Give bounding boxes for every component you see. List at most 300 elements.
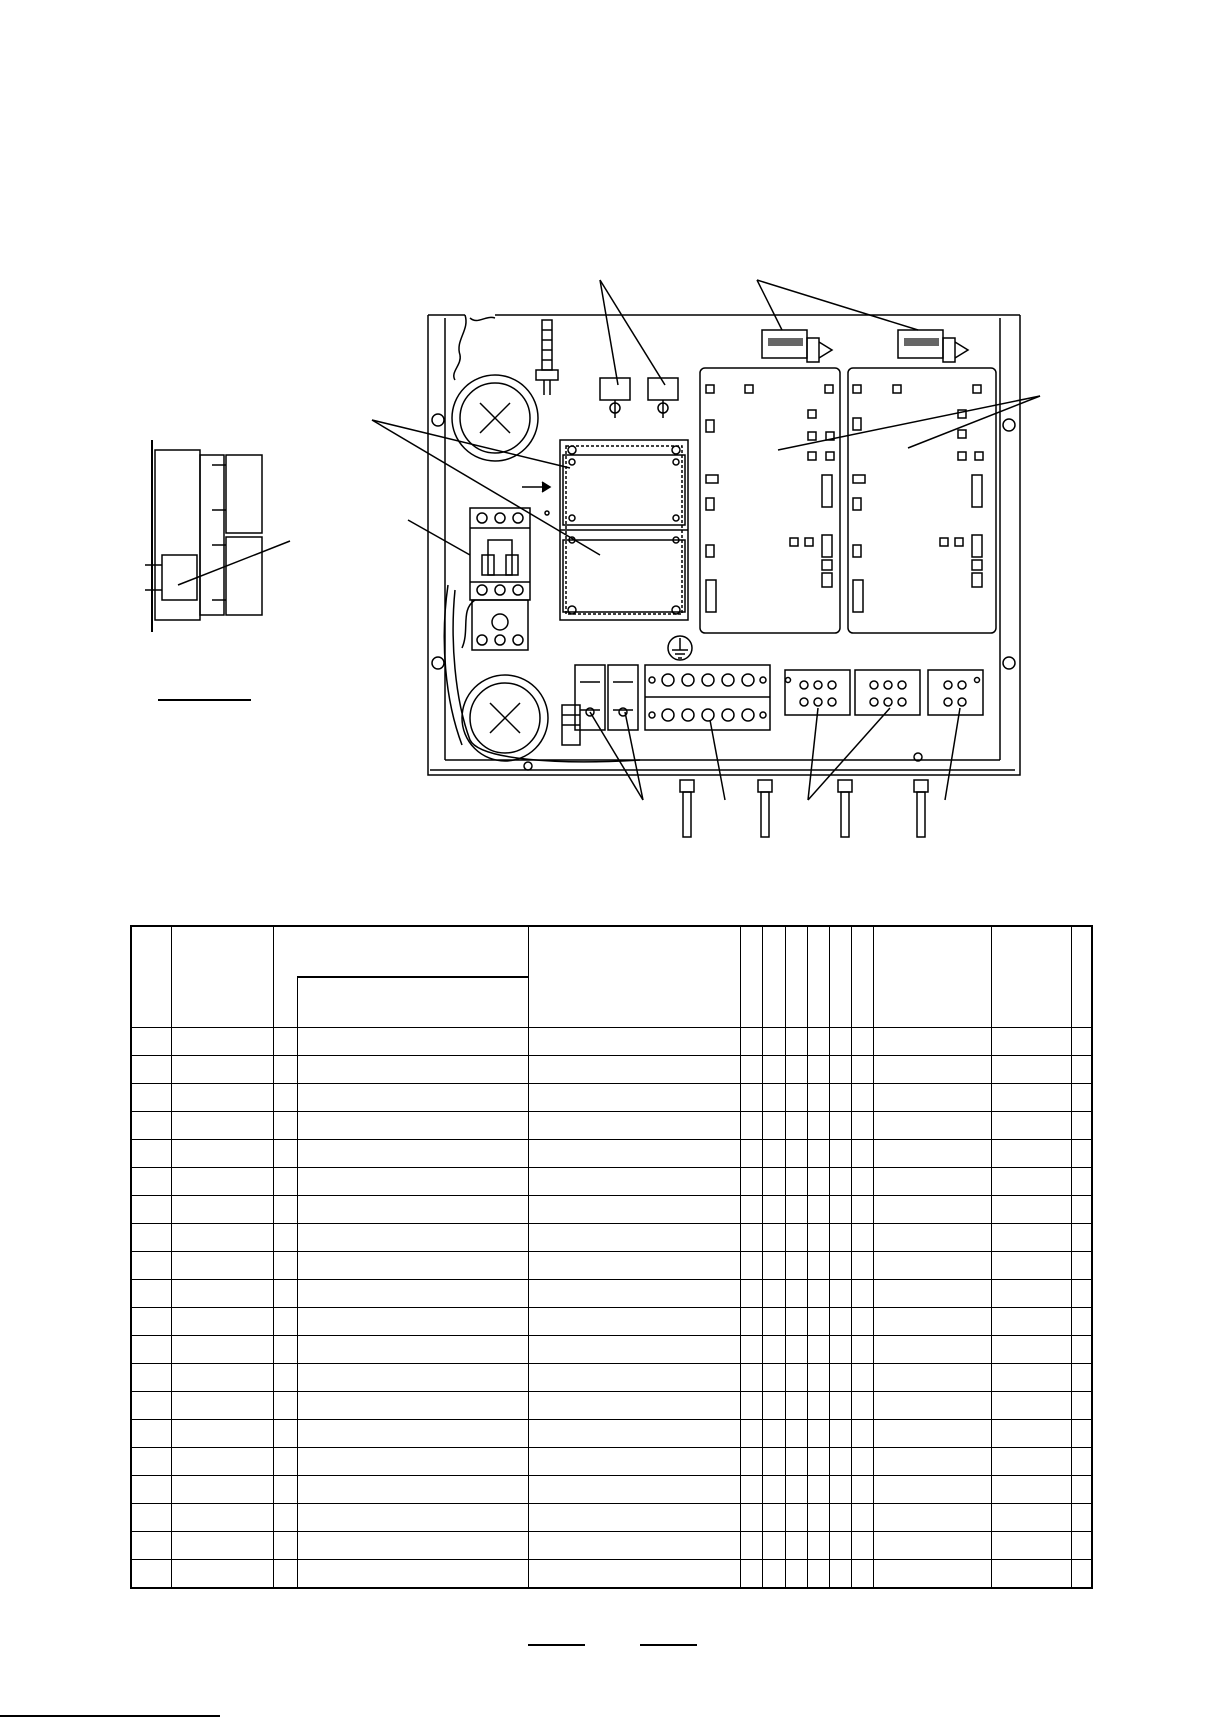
table-cell [273,1308,297,1336]
table-cell [528,1140,741,1168]
table-cell [829,1028,851,1056]
table-cell [1072,1420,1092,1448]
table-cell [741,1308,763,1336]
table-cell [851,1112,873,1140]
table-cell [1072,1252,1092,1280]
table-cell [131,1196,171,1224]
table-cell [807,1504,829,1532]
table-cell [1072,1224,1092,1252]
table-cell [131,1308,171,1336]
table-cell [171,1084,273,1112]
table-cell [741,1560,763,1589]
table-cell [273,1560,297,1589]
table-cell [273,1084,297,1112]
table-cell [851,1168,873,1196]
table-cell [273,1280,297,1308]
table-cell [851,1252,873,1280]
table-cell [528,1560,741,1589]
table-row [131,1168,1092,1196]
table-cell [851,1280,873,1308]
table-cell [131,1168,171,1196]
table-cell [171,1532,273,1560]
parts-list-table [130,925,1093,1589]
power-terminal-block [645,665,770,730]
table-cell [992,1280,1072,1308]
table-cell [829,1224,851,1252]
cable-tie-strip [536,320,558,395]
table-cell [1072,1028,1092,1056]
table-cell [131,1112,171,1140]
table-cell [873,1056,991,1084]
table-cell [1072,1476,1092,1504]
table-row [131,1532,1092,1560]
table-cell [807,1532,829,1560]
table-cell [171,1280,273,1308]
table-cell [171,1224,273,1252]
table-cell [528,1280,741,1308]
table-cell [992,1056,1072,1084]
table-cell [785,1364,807,1392]
table-cell [1072,1084,1092,1112]
wire-harness [453,590,640,762]
table-cell [273,1364,297,1392]
table-cell [131,1420,171,1448]
table-cell [785,1280,807,1308]
table-cell [785,1392,807,1420]
table-cell [873,1112,991,1140]
table-cell [873,1504,991,1532]
table-cell [273,1168,297,1196]
table-cell [763,1560,785,1589]
table-cell [785,1168,807,1196]
table-cell [851,1308,873,1336]
table-cell [851,1196,873,1224]
table-cell [807,1084,829,1112]
table-cell [992,1448,1072,1476]
table-cell [785,1112,807,1140]
table-cell [992,1364,1072,1392]
table-cell [807,1336,829,1364]
table-cell [873,1448,991,1476]
table-cell [785,1084,807,1112]
pcb-board-2 [848,368,996,633]
table-cell [785,1308,807,1336]
table-cell [298,1112,529,1140]
table-cell [873,1280,991,1308]
table-cell [763,1168,785,1196]
table-cell [528,1420,741,1448]
table-cell [763,1476,785,1504]
table-cell [785,1196,807,1224]
table-row [131,1196,1092,1224]
knockout-bottom [462,675,548,761]
table-header-row [131,926,1092,977]
table-row [131,1476,1092,1504]
table-cell [807,1140,829,1168]
table-cell [851,1224,873,1252]
table-row [131,1224,1092,1252]
table-cell [528,1028,741,1056]
table-row [131,1252,1092,1280]
table-cell [273,1504,297,1532]
table-cell [873,1336,991,1364]
table-cell [829,1252,851,1280]
table-cell [528,1056,741,1084]
table-cell [131,1560,171,1589]
table-cell [741,1224,763,1252]
table-cell [171,1392,273,1420]
table-cell [807,1168,829,1196]
table-cell [807,1560,829,1589]
table-cell [829,1448,851,1476]
table-cell [763,1028,785,1056]
table-cell [741,1280,763,1308]
table-cell [992,1308,1072,1336]
table-cell [528,1168,741,1196]
table-cell [131,1392,171,1420]
table-cell [873,1476,991,1504]
table-cell [829,1392,851,1420]
table-cell [298,1168,529,1196]
table-cell [763,1448,785,1476]
table-cell [992,1224,1072,1252]
table-cell [131,1532,171,1560]
table-cell [807,1028,829,1056]
table-cell [763,1112,785,1140]
table-cell [528,1504,741,1532]
table-cell [992,1420,1072,1448]
table-cell [171,1476,273,1504]
table-cell [785,1224,807,1252]
table-cell [131,1364,171,1392]
table-cell [807,1420,829,1448]
table-row [131,1140,1092,1168]
table-cell [298,1252,529,1280]
table-cell [851,1448,873,1476]
table-row [131,1084,1092,1112]
table-cell [829,1056,851,1084]
table-cell [992,1476,1072,1504]
table-cell [528,1392,741,1420]
table-cell [1072,1364,1092,1392]
table-cell [741,1056,763,1084]
table-cell [807,1056,829,1084]
table-cell [741,1168,763,1196]
table-cell [992,1112,1072,1140]
table-cell [785,1448,807,1476]
table-cell [1072,1056,1092,1084]
table-cell [873,1252,991,1280]
table-cell [741,1336,763,1364]
table-cell [528,1476,741,1504]
table-cell [298,1084,529,1112]
table-cell [829,1308,851,1336]
table-cell [528,1364,741,1392]
table-row [131,1392,1092,1420]
table-cell [873,1028,991,1056]
table-cell [785,1532,807,1560]
table-cell [1072,1308,1092,1336]
table-cell [273,1028,297,1056]
table-cell [807,1448,829,1476]
table-cell [763,1224,785,1252]
table-cell [763,1392,785,1420]
table-cell [829,1504,851,1532]
table-cell [829,1280,851,1308]
table-cell [785,1028,807,1056]
table-cell [763,1364,785,1392]
table-cell [763,1336,785,1364]
table-cell [273,1336,297,1364]
table-row [131,1056,1092,1084]
control-terminal-blocks [785,670,983,715]
table-cell [992,1560,1072,1589]
table-row [131,1308,1092,1336]
table-cell [528,1308,741,1336]
table-cell [829,1084,851,1112]
table-cell [298,1364,529,1392]
fuse-holders [562,665,638,745]
table-cell [829,1420,851,1448]
table-cell [807,1476,829,1504]
table-cell [873,1140,991,1168]
transformer-block [522,440,688,620]
table-cell [131,1028,171,1056]
table-cell [273,1532,297,1560]
table-cell [741,1112,763,1140]
table-cell [741,1364,763,1392]
table-cell [273,1140,297,1168]
table-cell [763,1420,785,1448]
table-cell [785,1056,807,1084]
table-cell [528,1196,741,1224]
table-cell [298,1392,529,1420]
table-cell [171,1056,273,1084]
table-cell [763,1196,785,1224]
table-cell [807,1364,829,1392]
table-cell [131,1336,171,1364]
table-cell [131,1448,171,1476]
table-cell [741,1252,763,1280]
screw-icon [524,762,532,770]
table-cell [1072,1336,1092,1364]
table-cell [1072,1392,1092,1420]
table-cell [851,1532,873,1560]
table-cell [851,1504,873,1532]
table-cell [785,1140,807,1168]
table-cell [131,1280,171,1308]
table-cell [298,1056,529,1084]
table-cell [171,1112,273,1140]
table-cell [171,1140,273,1168]
table-cell [298,1028,529,1056]
table-cell [851,1392,873,1420]
table-row [131,1112,1092,1140]
cable-grommets [762,330,968,362]
table-cell [171,1364,273,1392]
table-cell [873,1420,991,1448]
table-cell [785,1476,807,1504]
table-cell [829,1168,851,1196]
table-cell [171,1504,273,1532]
table-cell [741,1196,763,1224]
table-cell [763,1252,785,1280]
side-detail-view [145,440,290,632]
table-cell [528,1224,741,1252]
table-cell [785,1252,807,1280]
table-cell [829,1112,851,1140]
table-cell [528,1112,741,1140]
table-cell [171,1252,273,1280]
table-row [131,1336,1092,1364]
table-cell [741,1028,763,1056]
table-cell [807,1196,829,1224]
table-cell [992,1252,1072,1280]
table-cell [807,1392,829,1420]
table-cell [131,1056,171,1084]
table-cell [273,1448,297,1476]
table-row [131,1560,1092,1589]
table-cell [992,1196,1072,1224]
table-cell [829,1532,851,1560]
table-cell [851,1364,873,1392]
table-cell [785,1504,807,1532]
table-cell [171,1560,273,1589]
table-row [131,1420,1092,1448]
knockout-top [452,375,538,461]
table-cell [273,1252,297,1280]
table-cell [298,1420,529,1448]
table-cell [741,1476,763,1504]
table-cell [171,1168,273,1196]
table-cell [807,1112,829,1140]
table-cell [298,1504,529,1532]
table-row [131,1280,1092,1308]
table-cell [785,1420,807,1448]
table-cell [992,1392,1072,1420]
table-cell [171,1196,273,1224]
table-cell [741,1504,763,1532]
table-cell [992,1504,1072,1532]
table-cell [873,1308,991,1336]
pcb-board-1 [700,368,840,633]
table-cell [992,1168,1072,1196]
table-cell [851,1476,873,1504]
table-cell [171,1028,273,1056]
table-cell [873,1392,991,1420]
table-cell [741,1420,763,1448]
table-cell [273,1476,297,1504]
table-cell [829,1476,851,1504]
table-cell [1072,1168,1092,1196]
table-cell [851,1056,873,1084]
table-cell [873,1224,991,1252]
table-cell [1072,1196,1092,1224]
table-cell [829,1196,851,1224]
table-cell [807,1224,829,1252]
table-cell [528,1084,741,1112]
table-cell [807,1252,829,1280]
table-cell [171,1448,273,1476]
table-cell [741,1084,763,1112]
table-cell [171,1308,273,1336]
table-cell [298,1448,529,1476]
table-cell [273,1392,297,1420]
table-cell [807,1308,829,1336]
table-cell [1072,1560,1092,1589]
table-cell [992,1140,1072,1168]
table-cell [298,1224,529,1252]
table-cell [873,1532,991,1560]
table-cell [1072,1504,1092,1532]
table-cell [171,1336,273,1364]
leader-line [178,541,290,585]
table-cell [131,1224,171,1252]
table-cell [1072,1112,1092,1140]
table-cell [741,1392,763,1420]
table-cell [528,1252,741,1280]
table-cell [741,1448,763,1476]
table-cell [851,1028,873,1056]
table-cell [992,1532,1072,1560]
table-cell [829,1336,851,1364]
cable-glands [680,780,928,837]
table-cell [131,1476,171,1504]
table-cell [741,1140,763,1168]
table-cell [131,1140,171,1168]
table-cell [298,1280,529,1308]
table-cell [1072,1532,1092,1560]
table-cell [829,1560,851,1589]
table-cell [273,1224,297,1252]
table-cell [298,1560,529,1589]
table-cell [873,1084,991,1112]
table-cell [741,1532,763,1560]
table-cell [298,1476,529,1504]
table-cell [763,1056,785,1084]
table-cell [298,1140,529,1168]
table-cell [851,1420,873,1448]
table-row [131,1364,1092,1392]
earth-terminal-icon [668,636,692,660]
table-cell [851,1336,873,1364]
table-cell [131,1084,171,1112]
table-cell [298,1308,529,1336]
table-cell [171,1420,273,1448]
table-cell [873,1560,991,1589]
table-cell [851,1084,873,1112]
table-cell [785,1336,807,1364]
table-cell [528,1532,741,1560]
table-cell [763,1084,785,1112]
table-cell [763,1532,785,1560]
table-row [131,1448,1092,1476]
table-row [131,1028,1092,1056]
table-cell [528,1336,741,1364]
table-cell [785,1560,807,1589]
table-cell [763,1504,785,1532]
table-cell [298,1532,529,1560]
table-cell [131,1504,171,1532]
table-cell [851,1140,873,1168]
table-cell [851,1560,873,1589]
table-cell [273,1112,297,1140]
table-cell [807,1280,829,1308]
table-cell [273,1196,297,1224]
table-cell [528,1448,741,1476]
table-cell [1072,1280,1092,1308]
table-cell [873,1168,991,1196]
